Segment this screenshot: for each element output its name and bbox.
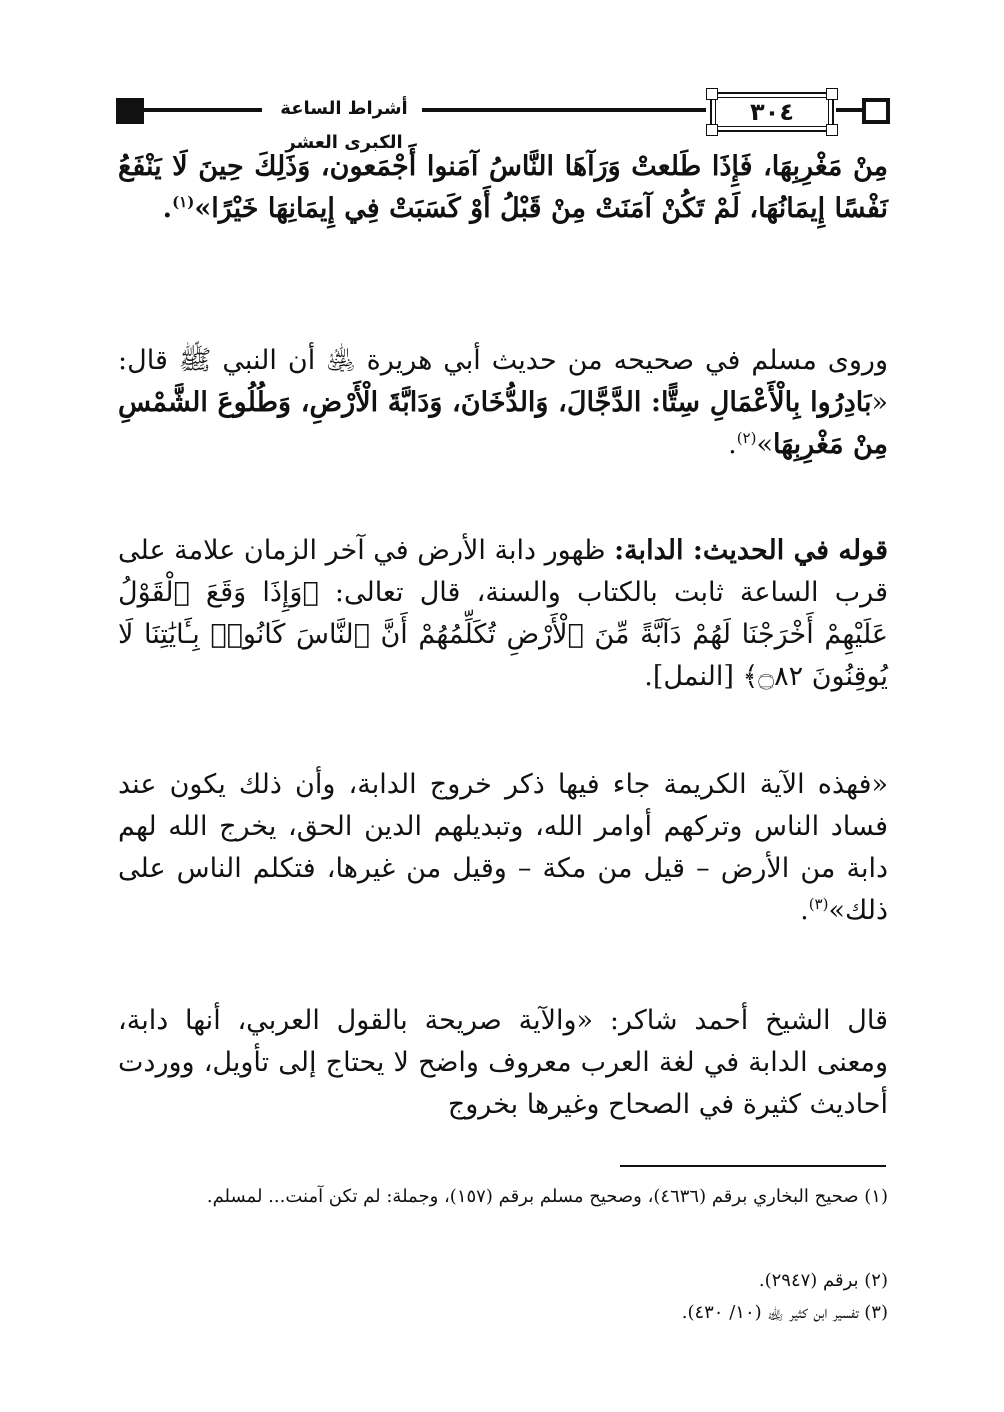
running-title: أشراط الساعة الكبرى العشر <box>280 98 408 153</box>
paragraph-quote: «فهذه الآية الكريمة جاء فيها ذكر خروج الدابة، وأن ذلك يكون عند فساد الناس وتركهم أوامر الله، وتبديلهم الدين الحق، يخرج الله لهم دابة من الأرض – قيل من مكة – وقيل من غيرها، فتكلم الناس على ذلك»$^{(٣)}$. <box>118 769 888 926</box>
paragraph-hadith-continuation: مِنْ مَغْرِبِهَا، فَإِذَا طَلعتْ وَرَآهَا النَّاسُ آمَنوا أَجْمَعون، وَذَلِكَ حِينَ لَا يَنْفَعُ نَفْسًا إِيمَانُهَا، لَمْ تَكُنْ آمَنَتْ مِنْ قَبْلُ أَوْ كَسَبَتْ فِي إِيمَانِهَا خَيْرًا»$^{(١)}$. <box>118 151 888 224</box>
paragraph-shakir: قال الشيخ أحمد شاكر: «والآية صريحة بالقول العربي، أنها دابة، ومعنى الدابة في لغة العرب معروف واضح لا يحتاج إلى تأويل، ووردت أحاديث كثيرة في الصحاح وغيرها بخروج <box>118 1005 888 1120</box>
footnote-ref-2[interactable]: (٢) <box>736 429 757 447</box>
footnote-ref-3[interactable]: (٣) <box>808 895 829 913</box>
header-rule <box>422 108 706 112</box>
quran-verse-text: ظهور دابة الأرض في آخر الزمان علامة على قرب الساعة ثابت بالكتاب والسنة، قال تعالى: ﴿وَإِذَا وَقَعَ ٱلْقَوْلُ عَلَيْهِمْ أَخْرَجْنَا لَهُمْ دَآبَّةً مِّنَ ٱلْأَرْضِ تُكَلِّمُهُمْ أَنَّ ٱلنَّاسَ كَانُوا۟ بِـَٔايَٰتِنَا لَا يُوقِنُونَ ۝٨٢﴾ [النمل]. <box>118 535 888 692</box>
footnote-separator <box>620 1165 886 1167</box>
paragraph-muslim-narration: وروى مسلم في صحيحه من حديث أبي هريرة ﵁ أن النبي ﷺ قال: «بَادِرُوا بِالْأَعْمَالِ سِتًّا: الدَّجَّالَ، وَالدُّخَانَ، وَدَابَّةَ الْأَرْضِ، وَطُلُوعَ الشَّمْسِ مِنْ مَغْرِبِهَا»$^{(٢)}$. <box>118 345 888 460</box>
page-number: ٣٠٤ <box>750 98 794 126</box>
commentary-heading: قوله في الحديث: الدابة: <box>614 535 888 566</box>
header-rule <box>144 108 262 112</box>
footnote-1: (١) صحيح البخاري برقم (٤٦٣٦)، وصحيح مسلم برقم (١٥٧)، وجملة: لم تكن آمنت... لمسلم. <box>206 1186 888 1207</box>
footnote-ref-1[interactable]: (١) <box>172 193 195 211</box>
header-ornament-left <box>116 98 144 124</box>
page-number-frame <box>710 92 834 132</box>
hadith-text: بَادِرُوا بِالْأَعْمَالِ سِتًّا: الدَّجَّالَ، وَالدُّخَانَ، وَدَابَّةَ الْأَرْضِ، وَطُلُوعَ الشَّمْسِ مِنْ مَغْرِبِهَا <box>118 387 888 460</box>
footnote-3: (٣) تفسير ابن كثير ﵀ (١٠/ ٤٣٠). <box>681 1302 888 1323</box>
paragraph-commentary-dabba <box>118 530 926 698</box>
footnote-2: (٢) برقم (٢٩٤٧). <box>758 1270 888 1291</box>
header-ornament-right <box>862 98 890 124</box>
page-header <box>116 92 890 153</box>
